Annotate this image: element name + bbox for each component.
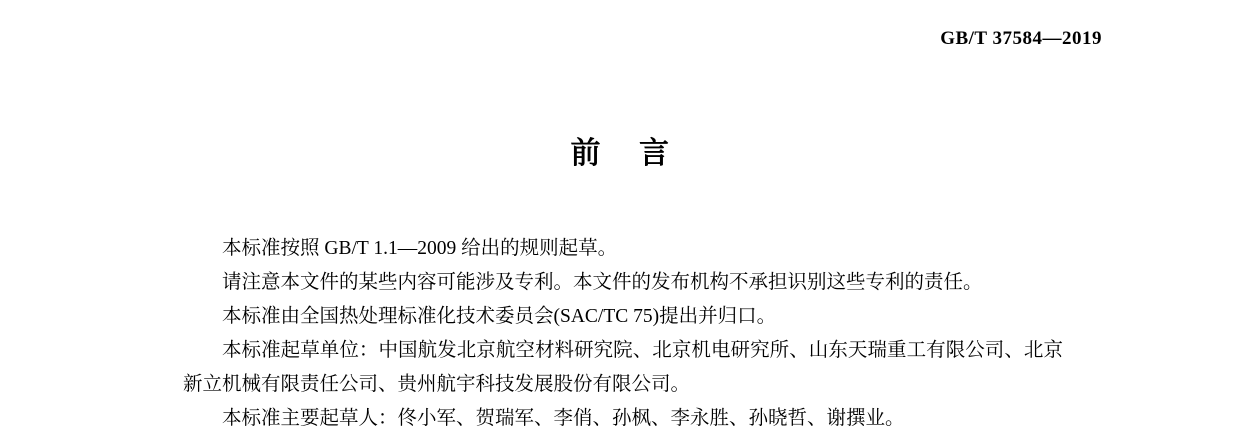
foreword-paragraph-2: 请注意本文件的某些内容可能涉及专利。本文件的发布机构不承担识别这些专利的责任。	[222, 272, 983, 293]
page-title	[0, 128, 1240, 172]
foreword-paragraph-1: 本标准按照 GB/T 1.1—2009 给出的规则起草。	[222, 238, 618, 259]
page-header-standard-number: GB/T 37584—2019	[940, 28, 1102, 49]
foreword-paragraph-3: 本标准由全国热处理标准化技术委员会(SAC/TC 75)提出并归口。	[222, 306, 777, 327]
page-title-char-1: 前	[570, 137, 601, 170]
page-title-char-2: 言	[639, 137, 670, 170]
foreword-paragraph-5: 本标准主要起草人：佟小军、贺瑞军、李俏、孙枫、李永胜、孙晓哲、谢撰业。	[222, 408, 905, 429]
foreword-paragraph-4: 本标准起草单位：中国航发北京航空材料研究院、北京机电研究所、山东天瑞重工有限公司、北京新立机械有限责任公司、贵州航宇科技发展股份有限公司。	[183, 340, 1063, 395]
foreword-body	[183, 232, 1063, 436]
